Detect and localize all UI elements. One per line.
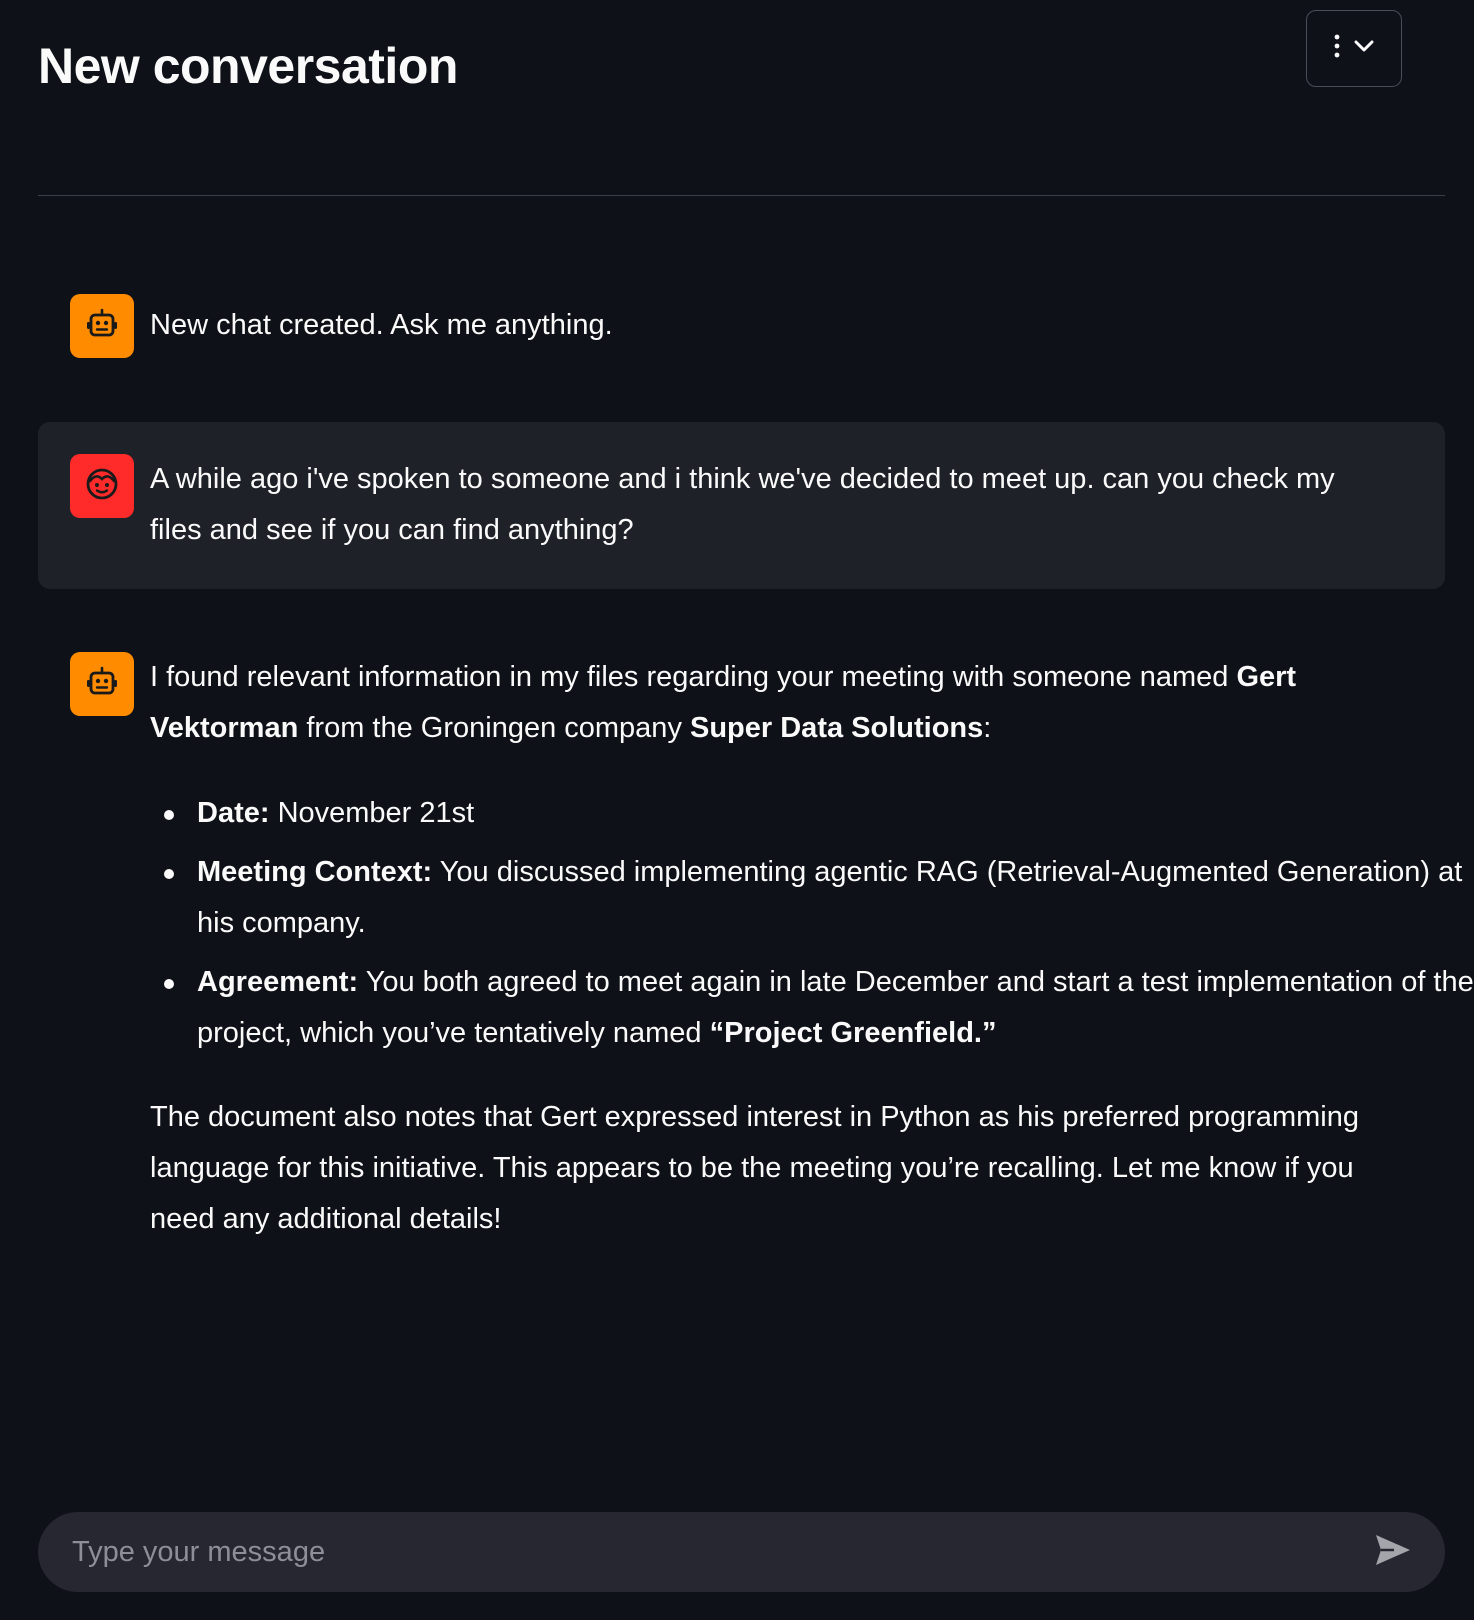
list-item <box>197 788 1474 839</box>
list-item <box>197 847 1474 949</box>
chat-message-input[interactable] <box>38 1511 1363 1593</box>
send-button[interactable] <box>1363 1522 1423 1582</box>
send-arrow-icon <box>1374 1533 1412 1572</box>
robot-icon <box>85 307 119 346</box>
page-title: New conversation <box>38 38 458 94</box>
assistant-reply-intro <box>150 652 1430 754</box>
bullet-label: Agreement: <box>197 966 359 998</box>
intro-text-part: : <box>983 712 992 744</box>
user-message-line-1: A while ago i've spoken to someone and i think we've decided to meet up. can you check my <box>150 463 1335 495</box>
list-item <box>197 957 1474 1059</box>
intro-text-part: I found relevant information in my files regarding your meeting with someone named <box>150 661 1237 693</box>
header-divider <box>38 195 1445 196</box>
assistant-avatar <box>70 294 134 358</box>
chevron-down-icon <box>1354 39 1374 58</box>
intro-text-part: from the Groningen company <box>298 712 690 744</box>
assistant-message-text: New chat created. Ask me anything. <box>150 309 613 341</box>
vertical-ellipsis-icon <box>1334 34 1340 63</box>
bullet-label: Meeting Context: <box>197 856 433 888</box>
assistant-reply-intro-line-1 <box>150 652 1430 703</box>
company-name: Super Data Solutions <box>690 712 984 744</box>
main-menu-button[interactable] <box>1306 10 1402 87</box>
bullet-label: Date: <box>197 797 270 829</box>
contact-last-name: Vektorman <box>150 712 299 744</box>
bullet-text: You both agreed to meet again in late December and start a test implementation of the project, which you’ve tentatively named <box>197 966 1474 1049</box>
robot-icon <box>85 665 119 704</box>
assistant-reply-closing: The document also notes that Gert expressed interest in Python as his preferred programming language for this initiative. This appears to be the meeting you’re recalling. Let me know if you need any additional details! <box>150 1101 1359 1235</box>
bullet-text: November 21st <box>269 797 475 829</box>
face-icon <box>84 466 120 507</box>
contact-first-name: Gert <box>1236 661 1297 693</box>
chat-input-container <box>38 1512 1445 1592</box>
bullet-text: You discussed implementing agentic RAG (Retrieval-Augmented Generation) at his company. <box>197 856 1463 939</box>
user-message-line-2: files and see if you can find anything? <box>150 514 634 546</box>
meeting-details-list <box>150 788 1474 1067</box>
assistant-reply-intro-line-2 <box>150 703 1430 754</box>
assistant-avatar <box>70 652 134 716</box>
project-name: “Project Greenfield.” <box>709 1017 997 1049</box>
user-avatar <box>70 454 134 518</box>
user-message-text <box>150 454 1430 556</box>
